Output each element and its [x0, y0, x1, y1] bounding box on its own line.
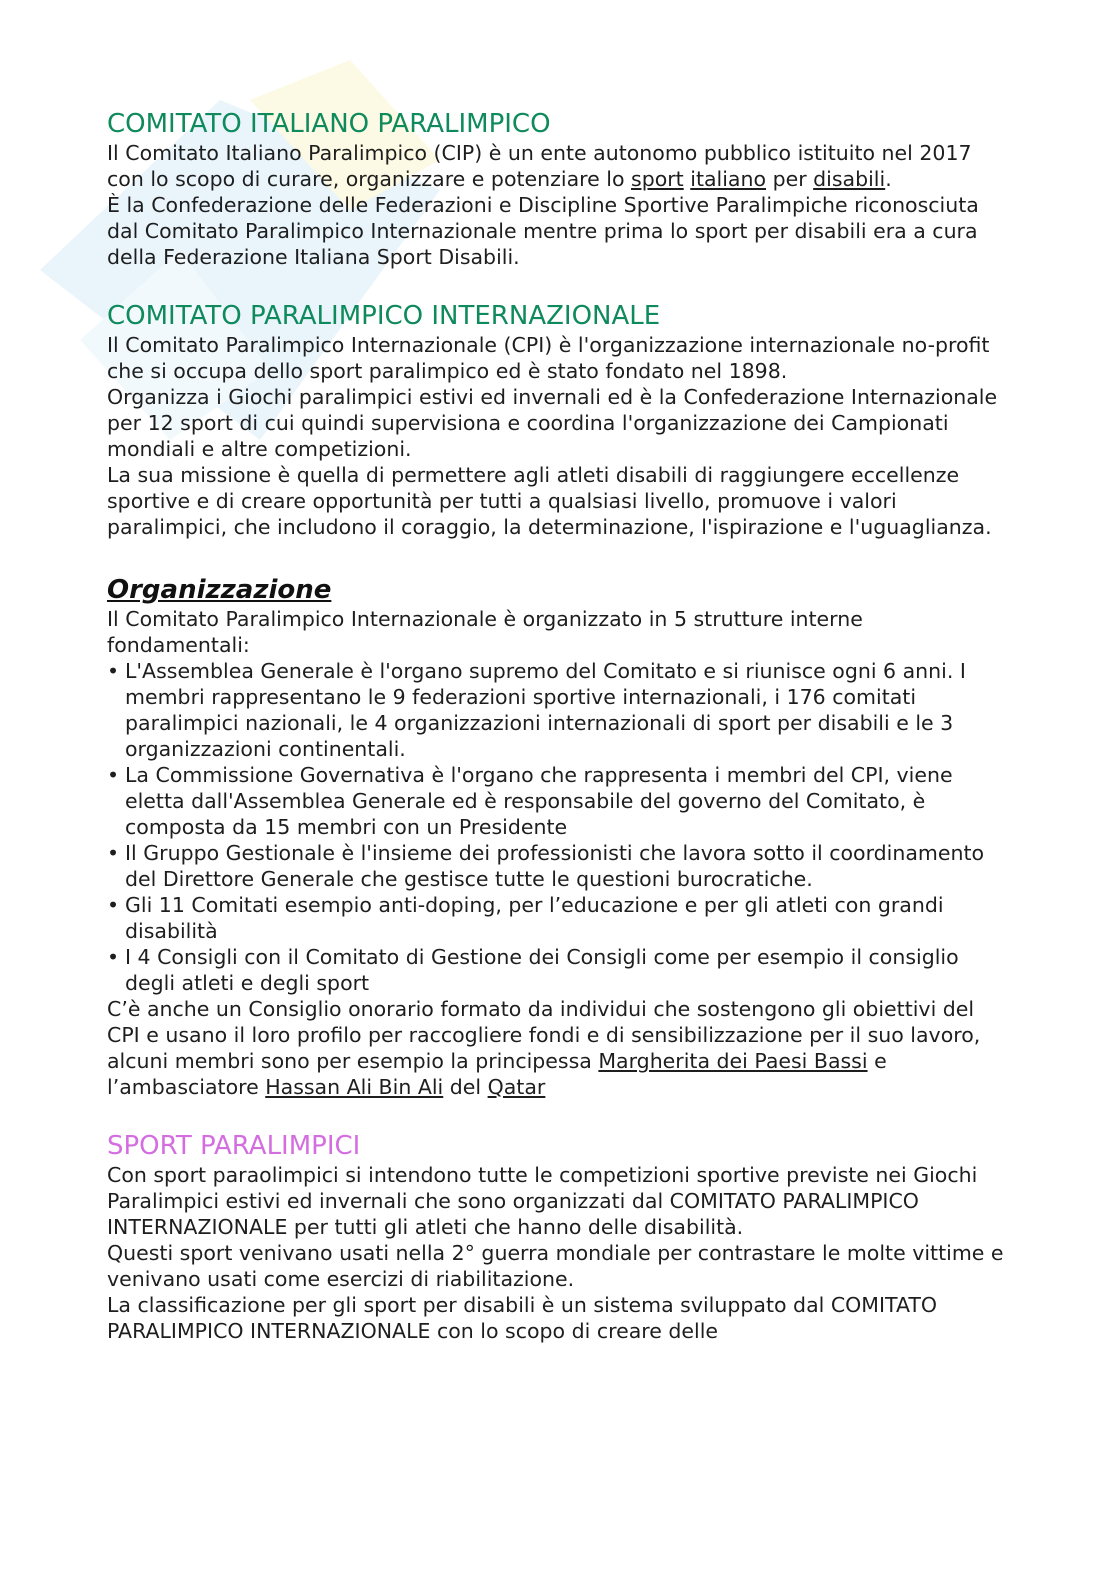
- paragraph-sport-intro: Con sport paraolimpici si intendono tutte le competizioni sportive previste nei Giochi Paralimpici estivi ed invernali che sono organizzati dal COMITATO PARALIMPICO INTERNAZIONALE per tutti gli atleti che hanno delle disabilità.: [107, 1163, 978, 1239]
- heading-sport-paralimpici: SPORT PARALIMPICI: [107, 1131, 361, 1161]
- heading-cip: COMITATO ITALIANO PARALIMPICO: [107, 109, 551, 139]
- document-page: [107, 108, 1007, 1344]
- paragraph-cpi-mission: La sua missione è quella di permettere agli atleti disabili di raggiungere eccellenze sportive e di creare opportunità per tutti a qualsiasi livello, promuove i valori paralimpici, che includono il coraggio, la determinazione, l'ispirazione e l'uguaglianza.: [107, 463, 992, 539]
- paragraph-org-intro: Il Comitato Paralimpico Internazionale è organizzato in 5 strutture interne fondamentali:: [107, 607, 863, 657]
- link-hassan[interactable]: Hassan Ali Bin Ali: [265, 1075, 444, 1099]
- list-item: • La Commissione Governativa è l'organo che rappresenta i membri del CPI, viene eletta dall'Assemblea Generale ed è responsabile del governo del Comitato, è composta da 15 membri con un Presidente: [107, 762, 1007, 840]
- link-italiano[interactable]: italiano: [690, 167, 767, 191]
- paragraph-cpi-games: Organizza i Giochi paralimpici estivi ed invernali ed è la Confederazione Internazionale per 12 sport di cui quindi supervisiona e coordina l'organizzazione dei Campionati mondiali e altre competizioni.: [107, 385, 998, 461]
- link-qatar[interactable]: Qatar: [487, 1075, 546, 1099]
- paragraph-sport-classification: La classificazione per gli sport per disabili è un sistema sviluppato dal COMITATO PARALIMPICO INTERNAZIONALE con lo scopo di creare delle: [107, 1293, 938, 1343]
- list-item: • I 4 Consigli con il Comitato di Gestione dei Consigli come per esempio il consiglio degli atleti e degli sport: [107, 944, 1007, 996]
- link-disabili[interactable]: disabili: [813, 167, 886, 191]
- paragraph-cip-intro: Il Comitato Italiano Paralimpico (CIP) è un ente autonomo pubblico istituito nel 2017 con lo scopo di curare, organizzare e potenziare lo sport italiano per disabili.: [107, 141, 972, 191]
- paragraph-cip-confederation: È la Confederazione delle Federazioni e Discipline Sportive Paralimpiche riconosciuta dal Comitato Paralimpico Internazionale mentre prima lo sport per disabili era a cura della Federazione Italiana Sport Disabili.: [107, 193, 979, 269]
- paragraph-cpi-intro: Il Comitato Paralimpico Internazionale (CPI) è l'organizzazione internazionale no-profit che si occupa dello sport paralimpico ed è stato fondato nel 1898.: [107, 333, 990, 383]
- structures-list: [107, 658, 1007, 996]
- paragraph-sport-history: Questi sport venivano usati nella 2° guerra mondiale per contrastare le molte vittime e venivano usati come esercizi di riabilitazione.: [107, 1241, 1004, 1291]
- heading-cpi: COMITATO PARALIMPICO INTERNAZIONALE: [107, 301, 661, 331]
- list-item: • Gli 11 Comitati esempio anti-doping, per l’educazione e per gli atleti con grandi disabilità: [107, 892, 1007, 944]
- heading-organizzazione: Organizzazione: [107, 575, 332, 605]
- list-item: • Il Gruppo Gestionale è l'insieme dei professionisti che lavora sotto il coordinamento del Direttore Generale che gestisce tutte le questioni burocratiche.: [107, 840, 1007, 892]
- link-margherita[interactable]: Margherita dei Paesi Bassi: [598, 1049, 868, 1073]
- link-sport[interactable]: sport: [631, 167, 684, 191]
- list-item: • L'Assemblea Generale è l'organo supremo del Comitato e si riunisce ogni 6 anni. I membri rappresentano le 9 federazioni sportive internazionali, i 176 comitati paralimpici nazionali, le 4 organizzazioni internazionali di sport per disabili e le 3 organizzazioni continentali.: [107, 658, 1007, 762]
- paragraph-honorary-council: C’è anche un Consiglio onorario formato da individui che sostengono gli obiettivi del CPI e usano il loro profilo per raccogliere fondi e di sensibilizzazione per il suo lavoro, alcuni membri sono per esempio la principessa Margherita dei Paesi Bassi e l’ambasciatore Hassan Ali Bin Ali del Qatar: [107, 997, 981, 1099]
